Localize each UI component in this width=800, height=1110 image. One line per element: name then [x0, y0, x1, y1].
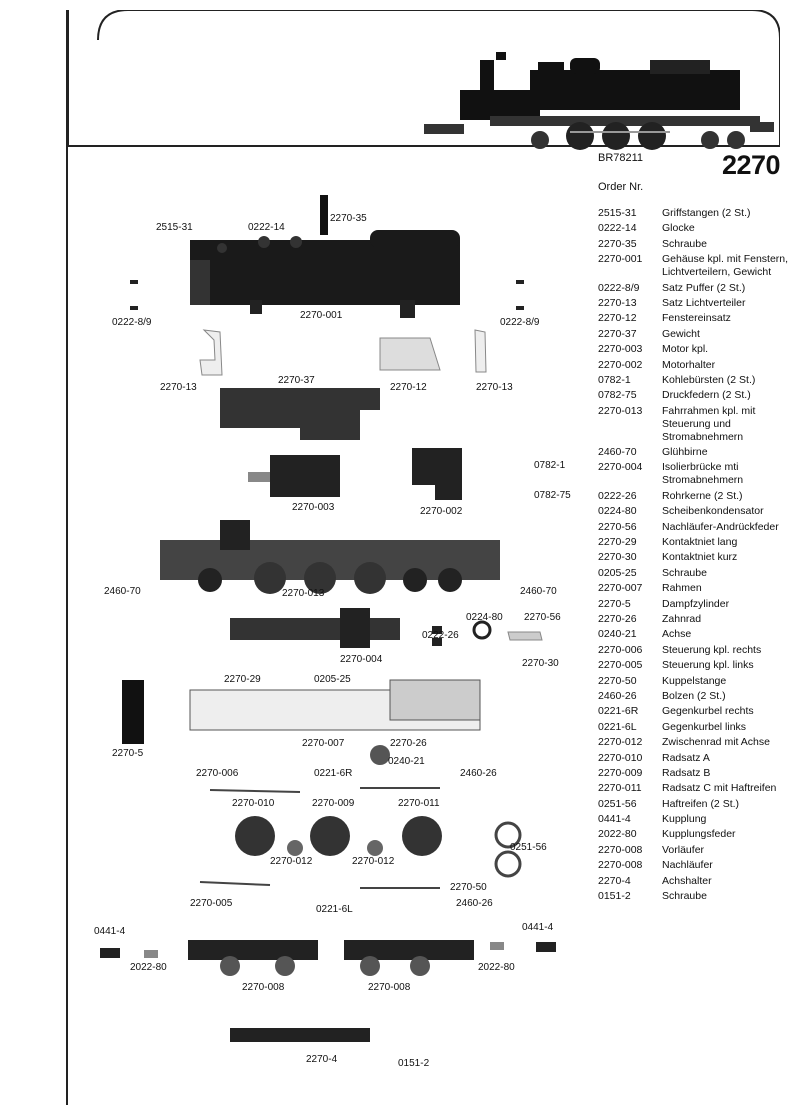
part-number: 2270-011	[598, 782, 642, 795]
part-row	[598, 490, 796, 503]
callout-2270-13-right: 2270-13	[476, 382, 513, 393]
part-row	[598, 782, 796, 795]
parts-list	[598, 207, 796, 905]
callout-2270-29: 2270-29	[224, 674, 261, 685]
part-description: Vorläufer	[662, 843, 705, 856]
left-margin-rule	[66, 10, 68, 1105]
callout-2270-001: 2270-001	[300, 310, 343, 321]
callout-2270-30: 2270-30	[522, 658, 559, 669]
part-description: Zwischenrad mit Achse	[662, 736, 770, 749]
part-number: 0221-6R	[598, 705, 639, 718]
part-number: 0221-6L	[598, 720, 637, 733]
part-row	[598, 613, 796, 626]
callout-2270-37: 2270-37	[278, 375, 315, 386]
exploded-parts-diagram	[70, 160, 590, 1080]
part-description: Steuerung kpl. links	[662, 659, 754, 672]
part-row	[598, 767, 796, 780]
housing-drawing	[190, 195, 460, 318]
part-number: 2270-35	[598, 237, 637, 250]
part-number: 2270-26	[598, 612, 637, 625]
part-description: Steuerung kpl. rechts	[662, 643, 762, 656]
part-number: 0222-14	[598, 222, 637, 235]
part-number: 2270-003	[598, 343, 643, 356]
part-number: 2270-004	[598, 461, 643, 474]
part-row	[598, 875, 796, 888]
part-row	[598, 890, 796, 903]
callout-2270-003: 2270-003	[292, 502, 335, 513]
part-number: 0151-2	[598, 890, 631, 903]
part-row	[598, 461, 796, 487]
callout-0205-25: 0205-25	[314, 674, 351, 685]
callout-0222-8-9-right: 0222-8/9	[500, 317, 540, 328]
part-row	[598, 405, 796, 444]
callout-0221-6R: 0221-6R	[314, 768, 353, 779]
part-number: 2270-001	[598, 253, 643, 266]
part-description: Druckfedern (2 St.)	[662, 389, 751, 402]
callout-2022-80-left: 2022-80	[130, 962, 167, 973]
part-row	[598, 628, 796, 641]
part-number: 2270-56	[598, 520, 637, 533]
part-number: 2270-30	[598, 551, 637, 564]
part-description: Bolzen (2 St.)	[662, 689, 726, 702]
part-row	[598, 736, 796, 749]
part-row	[598, 446, 796, 459]
part-number: 2270-002	[598, 358, 643, 371]
callout-0782-75: 0782-75	[534, 490, 571, 501]
part-description: Kontaktniet lang	[662, 536, 738, 549]
part-number: 0782-75	[598, 389, 637, 402]
callout-2022-80-right: 2022-80	[478, 962, 515, 973]
callout-2460-26-bottom: 2460-26	[456, 898, 493, 909]
callout-2270-005: 2270-005	[190, 898, 233, 909]
part-row	[598, 813, 796, 826]
callout-2270-26: 2270-26	[390, 738, 427, 749]
callout-2270-50: 2270-50	[450, 882, 487, 893]
part-number: 2270-008	[598, 843, 643, 856]
callout-2270-4: 2270-4	[306, 1054, 338, 1065]
part-row	[598, 282, 796, 295]
callout-2270-007: 2270-007	[302, 738, 345, 749]
part-number: 2460-70	[598, 446, 637, 459]
part-number: 2270-010	[598, 751, 643, 764]
part-number: 2270-009	[598, 766, 643, 779]
part-number: 2270-50	[598, 674, 637, 687]
callout-2270-013: 2270-013	[282, 588, 325, 599]
part-number: 0441-4	[598, 813, 631, 826]
part-number: 2270-37	[598, 327, 637, 340]
part-row	[598, 328, 796, 341]
model-number: BR78211	[598, 152, 644, 164]
part-number: 2270-005	[598, 659, 643, 672]
callout-2270-012-left: 2270-012	[270, 856, 313, 867]
part-number: 2270-006	[598, 643, 643, 656]
part-description: Schraube	[662, 237, 707, 250]
part-number: 2270-013	[598, 404, 643, 417]
part-description: Gehäuse kpl. mit Fenstern, Lichtverteilern, Gewicht	[662, 253, 789, 279]
part-description: Gegenkurbel rechts	[662, 705, 754, 718]
part-description: Satz Lichtverteiler	[662, 296, 746, 309]
callout-0782-1: 0782-1	[534, 460, 566, 471]
part-description: Achshalter	[662, 874, 712, 887]
part-row	[598, 721, 796, 734]
order-number-label: Order Nr.	[598, 181, 644, 193]
part-description: Glocke	[662, 222, 695, 235]
part-row	[598, 644, 796, 657]
part-row	[598, 359, 796, 372]
part-description: Motor kpl.	[662, 343, 709, 356]
part-row	[598, 374, 796, 387]
part-description: Kupplungsfeder	[662, 828, 736, 841]
part-description: Fahrrahmen kpl. mit Steuerung und Stromabnehmern	[662, 404, 756, 443]
part-number: 2270-008	[598, 859, 643, 872]
part-row	[598, 567, 796, 580]
callout-2270-006: 2270-006	[196, 768, 239, 779]
part-row	[598, 844, 796, 857]
part-number: 2515-31	[598, 207, 637, 219]
callout-0441-4-left: 0441-4	[94, 926, 126, 937]
part-description: Kohlebürsten (2 St.)	[662, 373, 756, 386]
part-description: Dampfzylinder	[662, 597, 730, 610]
part-row	[598, 238, 796, 251]
part-description: Radsatz A	[662, 751, 710, 764]
part-description: Nachläufer	[662, 859, 713, 872]
callout-2270-5: 2270-5	[112, 748, 144, 759]
part-number: 0224-80	[598, 505, 637, 518]
part-row	[598, 690, 796, 703]
part-row	[598, 312, 796, 325]
callout-2270-010: 2270-010	[232, 798, 275, 809]
part-number: 2022-80	[598, 828, 637, 841]
callout-2270-56: 2270-56	[524, 612, 561, 623]
part-description: Nachläufer-Andrückfeder	[662, 520, 779, 533]
callout-2460-26-top: 2460-26	[460, 768, 497, 779]
callout-0251-56: 0251-56	[510, 842, 547, 853]
part-number: 0782-1	[598, 373, 631, 386]
header-frame	[68, 10, 780, 148]
item-code: 2270	[722, 150, 781, 180]
callout-2515-31: 2515-31	[156, 222, 193, 233]
part-description: Zahnrad	[662, 612, 702, 625]
part-row	[598, 207, 796, 220]
part-description: Isolierbrücke mti Stromabnehmern	[662, 461, 744, 487]
part-description: Griffstangen (2 St.)	[662, 207, 751, 219]
callout-2270-002: 2270-002	[420, 506, 463, 517]
part-description: Schraube	[662, 890, 707, 903]
part-row	[598, 659, 796, 672]
callout-2270-011: 2270-011	[398, 798, 440, 809]
part-number: 2270-4	[598, 874, 631, 887]
part-row	[598, 675, 796, 688]
part-number: 0251-56	[598, 797, 637, 810]
part-number: 2270-5	[598, 597, 631, 610]
callout-2270-13-left: 2270-13	[160, 382, 197, 393]
callout-0222-14: 0222-14	[248, 222, 285, 233]
part-description: Gegenkurbel links	[662, 720, 747, 733]
part-row	[598, 828, 796, 841]
part-description: Glühbirne	[662, 446, 708, 459]
part-description: Rohrkerne (2 St.)	[662, 489, 743, 502]
callout-2270-008-left: 2270-008	[242, 982, 285, 993]
part-row	[598, 798, 796, 811]
locomotive-illustration	[68, 10, 780, 150]
callout-0224-80: 0224-80	[466, 612, 503, 623]
callout-2270-012-right: 2270-012	[352, 856, 395, 867]
callout-2270-008-right: 2270-008	[368, 982, 411, 993]
part-description: Scheibenkondensator	[662, 505, 764, 518]
callout-0221-6L: 0221-6L	[316, 904, 353, 915]
part-row	[598, 705, 796, 718]
part-description: Radsatz B	[662, 766, 711, 779]
part-description: Radsatz C mit Haftreifen	[662, 782, 777, 795]
part-row	[598, 859, 796, 872]
part-description: Kupplung	[662, 813, 707, 826]
part-description: Satz Puffer (2 St.)	[662, 281, 746, 294]
part-row	[598, 297, 796, 310]
part-number: 2270-007	[598, 582, 643, 595]
part-description: Achse	[662, 628, 692, 641]
part-description: Kuppelstange	[662, 674, 727, 687]
part-number: 0240-21	[598, 628, 637, 641]
part-row	[598, 752, 796, 765]
part-row	[598, 343, 796, 356]
callout-2270-004: 2270-004	[340, 654, 383, 665]
part-number: 0222-8/9	[598, 281, 640, 294]
part-number: 0222-26	[598, 489, 637, 502]
part-description: Schraube	[662, 566, 707, 579]
callout-2270-12: 2270-12	[390, 382, 427, 393]
callout-0222-26: 0222-26	[422, 630, 459, 641]
part-number: 2460-26	[598, 689, 637, 702]
part-number: 2270-12	[598, 312, 637, 325]
part-number: 2270-012	[598, 736, 643, 749]
callout-0222-8-9-left: 0222-8/9	[112, 317, 152, 328]
part-description: Kontaktniet kurz	[662, 551, 738, 564]
part-row	[598, 582, 796, 595]
part-row	[598, 536, 796, 549]
part-number: 2270-13	[598, 296, 637, 309]
callout-0151-2: 0151-2	[398, 1058, 430, 1069]
callout-2460-70-left: 2460-70	[104, 586, 141, 597]
part-description: Gewicht	[662, 327, 700, 340]
part-row	[598, 521, 796, 534]
part-row	[598, 389, 796, 402]
part-number: 2270-29	[598, 536, 637, 549]
part-description: Haftreifen (2 St.)	[662, 797, 740, 810]
part-row	[598, 551, 796, 564]
part-row	[598, 222, 796, 235]
part-row	[598, 505, 796, 518]
part-description: Rahmen	[662, 582, 702, 595]
callout-2270-35: 2270-35	[330, 213, 367, 224]
part-row	[598, 253, 796, 279]
part-number: 0205-25	[598, 566, 637, 579]
part-description: Fenstereinsatz	[662, 312, 731, 325]
part-description: Motorhalter	[662, 358, 716, 371]
callout-0240-21: 0240-21	[388, 756, 425, 767]
callout-0441-4-right: 0441-4	[522, 922, 554, 933]
callout-2460-70-right: 2460-70	[520, 586, 557, 597]
part-row	[598, 598, 796, 611]
callout-2270-009: 2270-009	[312, 798, 355, 809]
